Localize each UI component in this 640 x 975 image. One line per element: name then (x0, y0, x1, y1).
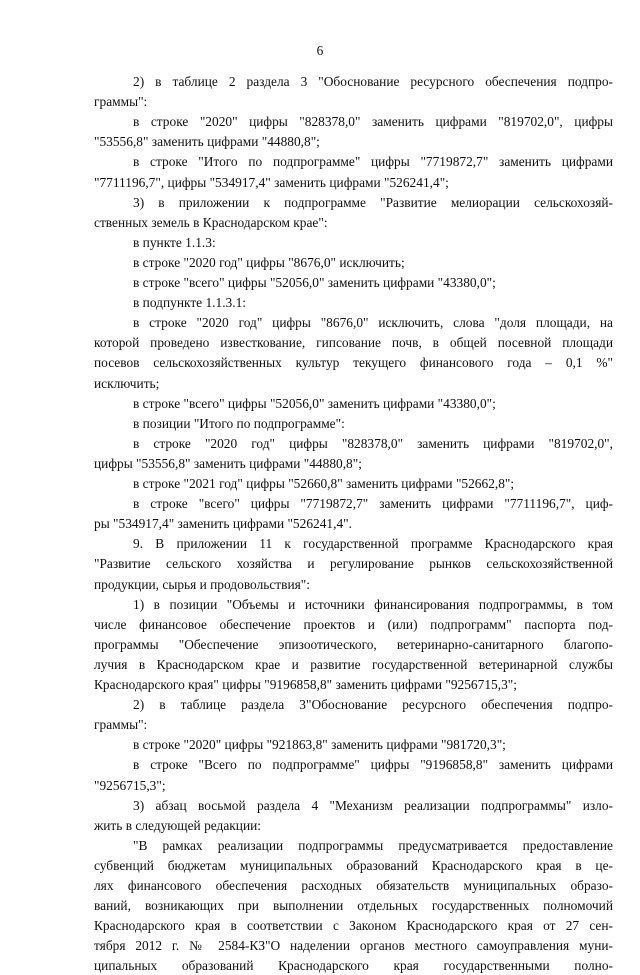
text-line: 3) абзац восьмой раздела 4 "Механизм реализации подпрограммы" изло- (133, 797, 613, 813)
text-line: тября 2012 г. № 2584-КЗ"О наделении органов местного самоуправления муни- (94, 938, 613, 954)
text-line: которой проведено известкование, гипсование почв, в общей посевной площади (94, 335, 613, 351)
text-line: в строке "2020 год" цифры "8676,0" исключить; (133, 254, 405, 270)
text-line: 2) в таблице раздела 3"Обоснование ресурсного обеспечения подпро- (133, 697, 613, 713)
text-line: посевов сельскохозяйственных культур текущего финансового года – 0,1 %" (94, 355, 613, 371)
text-line: в строке "Итого по подпрограмме" цифры "7719872,7" заменить цифрами (133, 154, 613, 170)
text-line: субвенций бюджетам муниципальных образований Краснодарского края в це- (94, 857, 613, 873)
text-line: в подпункте 1.1.3.1: (133, 295, 247, 311)
text-line: лях финансового обеспечения расходных обязательств муниципальных образо- (94, 878, 613, 893)
text-line: в строке "2020" цифры "921863,8" заменить цифрами "981720,3"; (133, 737, 506, 753)
text-line: лучия в Краснодарском крае и развитие государственной ветеринарной службы (94, 656, 613, 672)
text-line: в строке "2021 год" цифры "52660,8" заменить цифрами "52662,8"; (133, 476, 515, 491)
text-line: в строке "2020" цифры "828378,0" заменить цифрами "819702,0", цифры (133, 114, 613, 130)
text-line: цифры "53556,8" заменить цифрами "44880,8"; (94, 455, 362, 471)
text-line: в строке "всего" цифры "7719872,7" заменить цифрами "7711196,7", циф- (133, 496, 613, 512)
text-line: в строке "всего" цифры "52056,0" заменить цифрами "43380,0"; (133, 275, 496, 290)
text-line: граммы": (94, 94, 148, 110)
text-line: в позиции "Итого по подпрограмме": (133, 415, 345, 431)
text-line: "Развитие сельского хозяйства и регулирование рынков сельскохозяйственной (94, 556, 613, 572)
text-line: "9256715,3"; (94, 777, 166, 793)
text-line: "В рамках реализации подпрограммы предусматривается предоставление (133, 837, 613, 853)
text-line: "7711196,7", цифры "534917,4" заменить цифрами "526241,4"; (94, 174, 449, 190)
text-line: ры "534917,4" заменить цифрами "526241,4". (94, 516, 352, 532)
text-line: "53556,8" заменить цифрами "44880,8"; (94, 134, 320, 150)
text-line: программы "Обеспечение эпизоотического, ветеринарно-санитарного благопо- (94, 636, 613, 652)
text-line: ципальных образований Краснодарского края государственными полно- (94, 958, 613, 974)
text-line: ваний, возникающих при выполнении отдельных государственных полномочий (94, 898, 613, 914)
text-line: в строке "Всего по подпрограмме" цифры "9196858,8" заменить цифрами (133, 757, 613, 773)
text-line: Краснодарского края в соответствии с Законом Краснодарского края от 27 сен- (94, 918, 613, 934)
text-line: продукции, сырья и продовольствия": (94, 576, 310, 592)
text-line: числе финансовое обеспечение проектов и (или) подпрограмм" паспорта под- (94, 616, 613, 632)
text-line: жить в следующей редакции: (94, 817, 262, 833)
text-line: 2) в таблице 2 раздела 3 "Обоснование ресурсного обеспечения подпро- (133, 74, 613, 89)
text-line: в строке "всего" цифры "52056,0" заменить цифрами "43380,0"; (133, 395, 496, 411)
page-number: 6 (316, 43, 324, 58)
text-line: исключить; (94, 375, 160, 391)
text-line: 1) в позиции "Объемы и источники финансирования подпрограммы, в том (133, 596, 613, 612)
text-line: 3) в приложении к подпрограмме "Развитие мелиорации сельскохозяй- (133, 194, 613, 210)
text-line: ственных земель в Краснодарском крае": (94, 214, 328, 230)
text-line: граммы": (94, 717, 148, 733)
text-line: 9. В приложении 11 к государственной программе Краснодарского края (133, 536, 613, 552)
text-line: в пункте 1.1.3: (133, 234, 216, 250)
text-line: в строке "2020 год" цифры "8676,0" исключить, слова "доля площади, на (133, 315, 613, 331)
text-line: в строке "2020 год" цифры "828378,0" заменить цифрами "819702,0", (133, 435, 613, 451)
text-line: Краснодарского края" цифры "9196858,8" заменить цифрами "9256715,3"; (94, 677, 517, 692)
